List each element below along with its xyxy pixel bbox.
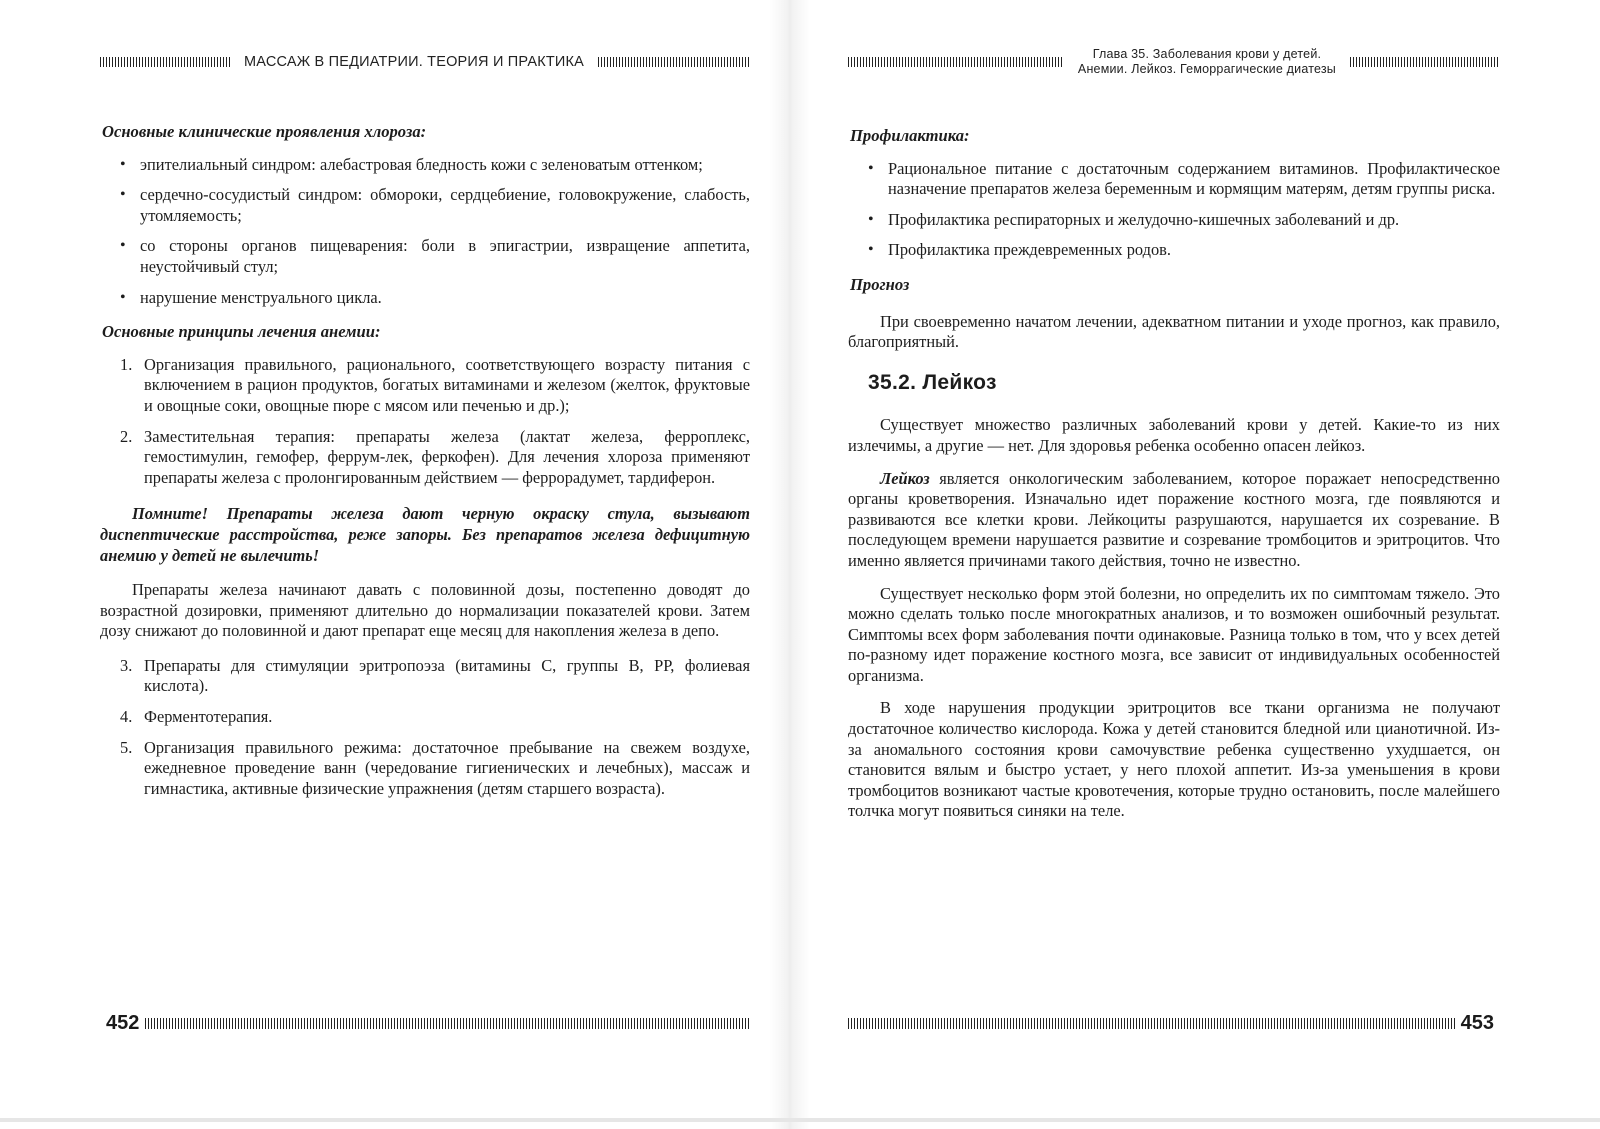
item-text: Заместительная терапия: препараты железа (лактат железа, ферроплекс, гемостимулин, гемофер, феррум-лек, феркофен). Для лечения хлороза применяют препараты железа с пролонгированным действием — феррорадумет, тардиферон. <box>144 426 750 487</box>
section-title: Прогноз <box>850 274 910 294</box>
item-text: Организация правильного, рационального, соответствующего возрасту питания с включением в рацион продуктов, богатых витаминами и железом (желток, фруктовые и овощные соки, овощные пюре с мясом или печенью и др.); <box>144 354 750 415</box>
footer-rule <box>145 1018 750 1029</box>
list-item: • нарушение менструального цикла. <box>100 288 750 309</box>
page-number: 452 <box>106 1011 140 1034</box>
right-running-head <box>848 44 1500 80</box>
header-rule <box>1350 57 1500 67</box>
list-item: • сердечно-сосудистый синдром: обмороки, сердцебиение, головокружение, слабость, утомляемость; <box>100 185 750 226</box>
right-content <box>848 126 1500 832</box>
item-number: 4. <box>120 707 133 727</box>
item-text: Ферментотерапия. <box>144 707 273 727</box>
book-gutter <box>770 0 810 1129</box>
page-number: 453 <box>1460 1011 1494 1034</box>
section-title: Основные принципы лечения анемии: <box>102 322 381 342</box>
right-footer <box>848 1010 1500 1036</box>
right-page <box>848 0 1500 1129</box>
item-number: 5. <box>120 737 133 757</box>
header-rule <box>848 57 1064 67</box>
paragraph: При своевременно начатом лечении, адекватном питании и уходе прогноз, как правило, благоприятный. <box>848 311 1500 352</box>
section-title: Профилактика: <box>850 126 970 145</box>
chapter-title-line: Глава 35. Заболевания крови у детей. <box>1092 47 1322 61</box>
list-item <box>100 707 750 728</box>
header-rule <box>100 57 230 67</box>
left-running-head <box>100 44 750 80</box>
symptoms-list <box>100 155 750 309</box>
item-number: 1. <box>120 354 133 374</box>
list-item: • со стороны органов пищеварения: боли в эпигастрии, извращение аппетита, неустойчивый стул; <box>100 236 750 277</box>
item-text: Препараты для стимуляции эритропоэза (витамины С, группы В, РР, фолиевая кислота). <box>144 655 750 696</box>
list-item <box>100 738 750 800</box>
paragraph: Существует несколько форм этой болезни, но определить их по симптомам тяжело. Это можно сделать только после многократных анализов, и то возможен ошибочный результат. Симптомы всех форм заболевания почти одинаковые. Разница только в том, что у всех детей по-разному идет поражение костного мозга, все зависит от индивидуальных особенностей организма. <box>848 583 1500 685</box>
section-heading: 35.2. Лейкоз <box>868 370 997 394</box>
list-item <box>100 427 750 489</box>
item-number: 2. <box>120 426 133 446</box>
treatment-list <box>100 355 750 489</box>
paragraph: Существует множество различных заболеваний крови у детей. Какие-то из них излечимы, а другие — нет. Для здоровья ребенка особенно опасен лейкоз. <box>848 415 1500 455</box>
paragraph <box>848 469 1500 572</box>
list-item: • Рациональное питание с достаточным содержанием витаминов. Профилактическое назначение препаратов железа беременным и кормящим матерям, детям группы риска. <box>848 159 1500 200</box>
chapter-title-line: Анемии. Лейкоз. Геморрагические диатезы <box>1077 62 1336 76</box>
paragraph: В ходе нарушения продукции эритроцитов все ткани организма не получают достаточное количество кислорода. Кожа у детей становится бледной или цианотичной. Из-за аномального состояния крови самочувствие ребенка существенно ухудшается, он становится вялым и быстро устает, у него плохой аппетит. Из-за уменьшения в крови тромбоцитов возникают частые кровотечения, которые трудно остановить, после малейшего толчка могут появиться синяки на теле. <box>848 698 1500 821</box>
paragraph-text: является онкологическим заболеванием, которое поражает непосредственно органы кроветворения. Изначально идет поражение костного мозга, где появляются и развиваются все клетки крови. Лейкоциты разрушаются, нарушается их созревание. В последующем времени нарушается развитие и созревание тромбоцитов и эритроцитов. Что именно является причинами такого действия, точно не известно. <box>848 468 1500 570</box>
book-title: МАССАЖ В ПЕДИАТРИИ. ТЕОРИЯ И ПРАКТИКА <box>244 54 585 70</box>
item-text: Организация правильного режима: достаточное пребывание на свежем воздухе, ежедневное проведение ванн (чередование гигиенических и лечебных), массаж и гимнастика, активные физические упражнения (детям старшего возраста). <box>144 737 750 798</box>
prevention-list <box>848 159 1500 261</box>
left-footer <box>100 1010 750 1036</box>
header-rule <box>598 57 750 67</box>
list-item: • Профилактика респираторных и желудочно-кишечных заболеваний и др. <box>848 210 1500 231</box>
list-item: • Профилактика преждевременных родов. <box>848 240 1500 261</box>
section-title: Основные клинические проявления хлороза: <box>102 122 427 141</box>
list-item <box>100 355 750 417</box>
list-item: • эпителиальный синдром: алебастровая бледность кожи с зеленоватым оттенком; <box>100 155 750 176</box>
left-page <box>100 0 750 1129</box>
treatment-list-continued <box>100 656 750 800</box>
footer-rule <box>848 1018 1455 1029</box>
item-number: 3. <box>120 655 133 675</box>
paragraph: Препараты железа начинают давать с половинной дозы, постепенно доводят до возрастной дозировки, применяют длительно до нормализации показателей крови. Затем дозу снижают до половинной и дают препарат еще месяц для накопления железа в депо. <box>100 580 750 641</box>
chapter-title <box>1064 47 1350 77</box>
warning-note: Помните! Препараты железа дают черную окраску стула, вызывают диспептические расстройства, реже запоры. Без препаратов железа дефицитную анемию у детей не вылечить! <box>100 504 750 565</box>
left-content <box>100 122 750 809</box>
term: Лейкоз <box>880 468 930 488</box>
list-item <box>100 656 750 697</box>
